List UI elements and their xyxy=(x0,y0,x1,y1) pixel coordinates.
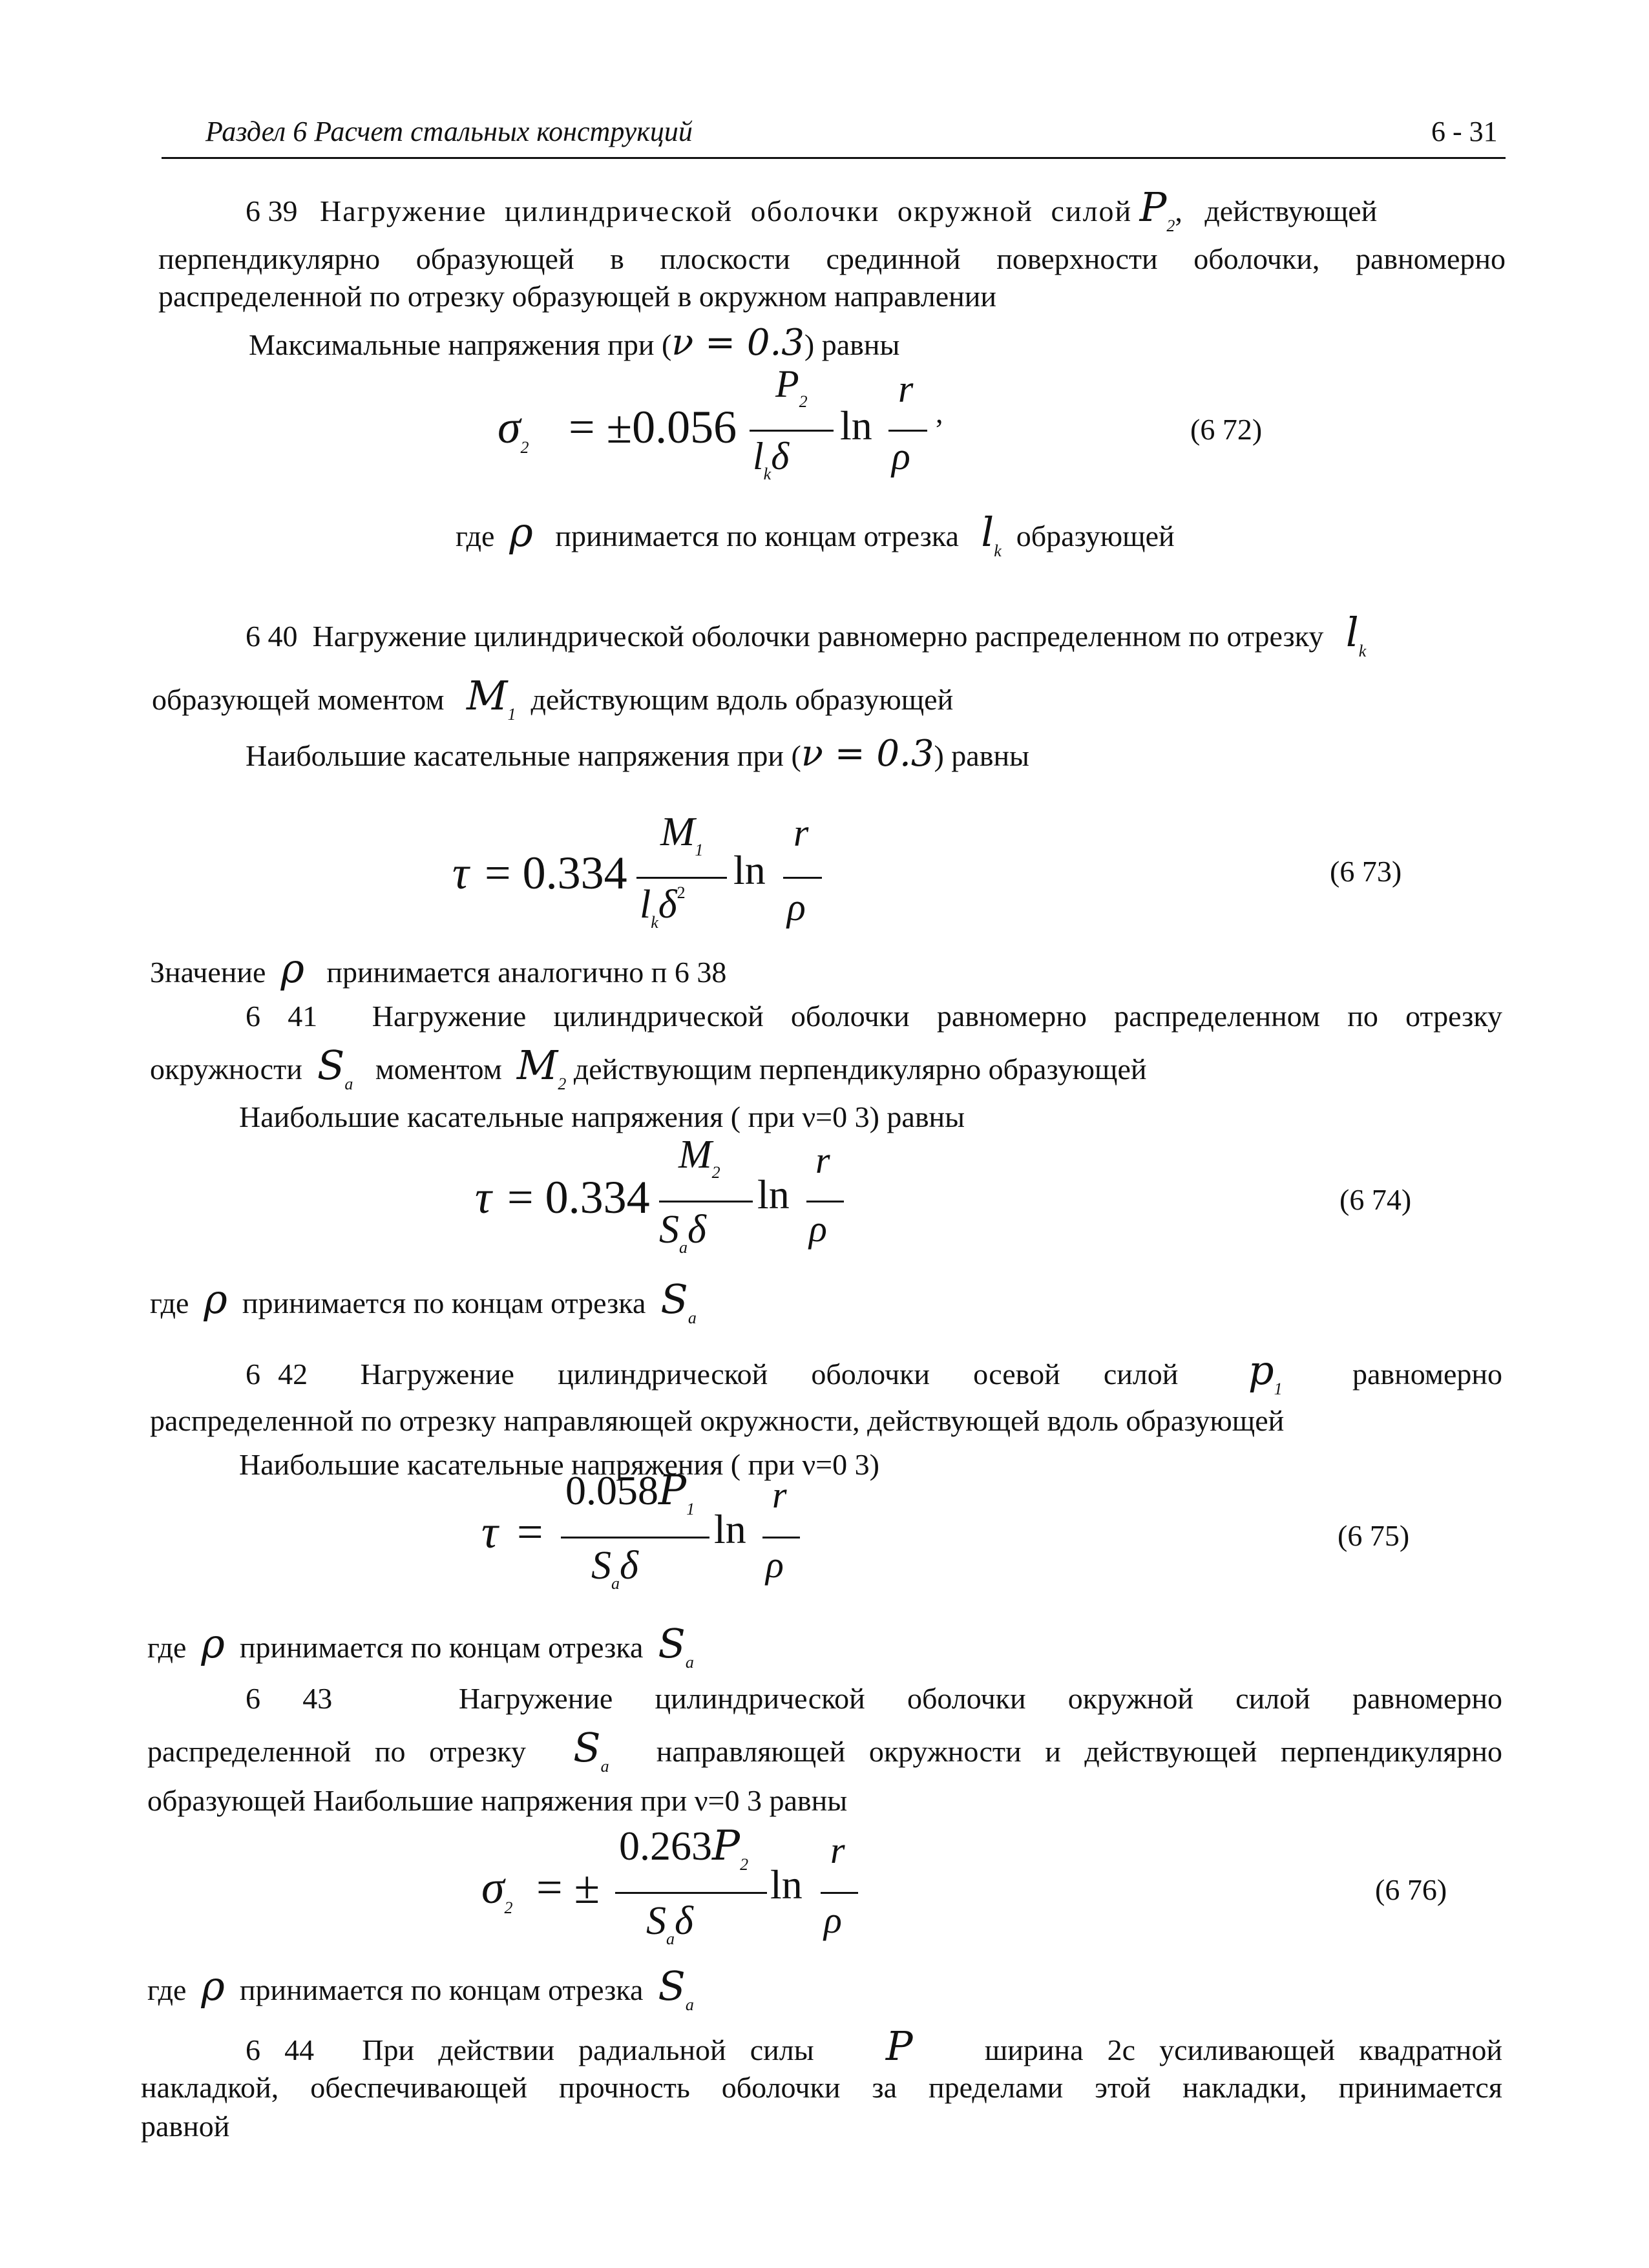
symbol-l: l xyxy=(1345,609,1359,656)
tau-symbol: τ xyxy=(452,847,469,899)
symbol-delta: δ xyxy=(688,1208,706,1252)
coefficient: = 0.334 xyxy=(507,1171,650,1223)
denominator xyxy=(659,1207,706,1257)
text-line: действующим вдоль образующей xyxy=(530,683,954,716)
text-line: окружности xyxy=(150,1053,302,1086)
subscript: 1 xyxy=(1274,1380,1283,1398)
symbol-delta: δ xyxy=(658,883,677,927)
equals: = xyxy=(517,1506,543,1558)
text-line: Нагружение цилиндрической оболочки равномерно распределенном по отрезку xyxy=(372,1000,1503,1033)
comma: , xyxy=(936,396,943,429)
item-640-note xyxy=(150,943,726,998)
symbol-M: M xyxy=(466,672,508,719)
symbol-l: l xyxy=(753,435,764,478)
subscript: k xyxy=(651,913,658,932)
symbol-S: S xyxy=(591,1544,611,1588)
where-text: принимается по концам отрезка xyxy=(239,1631,644,1664)
ln: ln xyxy=(714,1506,746,1552)
text-line: Нагружение цилиндрической оболочки окружной силой равномерно xyxy=(458,1682,1502,1715)
symbol-S: S xyxy=(658,1620,686,1667)
header-rule xyxy=(162,157,1506,159)
symbol-rho: ρ xyxy=(280,945,304,992)
item-643-where xyxy=(147,1961,694,2030)
fraction-bar xyxy=(762,1537,800,1538)
symbol-delta: δ xyxy=(620,1544,638,1588)
coefficient: = ±0.056 xyxy=(569,401,737,453)
symbol-P: P xyxy=(885,2022,913,2070)
ln: ln xyxy=(840,403,872,448)
fraction-bar xyxy=(636,877,727,879)
symbol-S: S xyxy=(646,1899,666,1943)
denominator-rho: ρ xyxy=(824,1899,842,1941)
header-page-number: 6 - 31 xyxy=(1431,116,1498,147)
subscript: 2 xyxy=(520,438,529,457)
subscript: 2 xyxy=(504,1898,513,1917)
ln: ln xyxy=(757,1171,790,1217)
number: 0.263 xyxy=(619,1823,712,1869)
text-line: действующим перпендикулярно образующей xyxy=(573,1053,1147,1086)
text-line: равномерно xyxy=(1352,1358,1503,1391)
lead-text: Наибольшие касательные напряжения при ( xyxy=(246,739,801,772)
denominator-rho: ρ xyxy=(809,1208,827,1250)
item-641-where xyxy=(150,1274,697,1343)
subscript: a xyxy=(611,1574,620,1593)
tau-symbol: τ xyxy=(481,1506,498,1558)
subscript: a xyxy=(688,1308,697,1327)
where: где xyxy=(147,1631,187,1664)
equals-pm: = ± xyxy=(536,1862,600,1913)
text-line: направляющей окружности и действующей перпендикулярно xyxy=(656,1735,1502,1768)
subscript: 2 xyxy=(1166,216,1175,235)
nu-value: ν = 0.3 xyxy=(801,733,934,775)
note-start: Значение xyxy=(150,956,266,989)
fraction-bar xyxy=(659,1201,753,1202)
symbol-delta: δ xyxy=(771,435,790,478)
where-text: принимается по концам отрезка xyxy=(555,520,959,552)
formula-number: (6 73) xyxy=(1330,855,1402,888)
coefficient: = 0.334 xyxy=(485,847,627,899)
item-number: 6 44 xyxy=(246,2033,315,2066)
fraction-bar xyxy=(821,1892,858,1894)
symbol-M: M xyxy=(660,808,695,854)
where-end: образующей xyxy=(1016,520,1175,552)
symbol-rho: ρ xyxy=(201,1620,225,1667)
denominator-rho: ρ xyxy=(766,1544,784,1586)
subscript: 1 xyxy=(695,841,704,859)
fraction-bar xyxy=(888,430,927,432)
subscript: 1 xyxy=(507,705,516,724)
symbol-S: S xyxy=(658,1962,686,2010)
numerator-r: r xyxy=(898,368,914,410)
where: где xyxy=(456,520,495,552)
where: где xyxy=(147,1973,187,2006)
symbol-l: l xyxy=(981,509,994,556)
numerator xyxy=(565,1467,695,1519)
symbol-p: p xyxy=(1248,1347,1274,1394)
numerator-r: r xyxy=(793,812,809,854)
symbol-rho: ρ xyxy=(509,509,533,556)
item-number: 6 43 xyxy=(246,1682,333,1715)
subscript: a xyxy=(600,1757,609,1776)
item-639-where xyxy=(456,507,1175,576)
symbol-M: M xyxy=(678,1133,712,1177)
denominator-rho: ρ xyxy=(892,435,910,478)
text-line: Нагружение цилиндрической оболочки осевой силой xyxy=(360,1358,1179,1391)
formula-number: (6 74) xyxy=(1339,1183,1412,1216)
item-643-line1 xyxy=(246,1674,1502,1724)
lead-end: ) равны xyxy=(934,739,1029,772)
item-643-line3: образующей Наибольшие напряжения при ν=0 3 равны xyxy=(147,1784,848,1817)
denominator xyxy=(640,882,686,932)
symbol-S: S xyxy=(660,1276,688,1323)
formula-number: (6 72) xyxy=(1190,413,1263,446)
symbol-P: P xyxy=(712,1822,740,1870)
numerator-r: r xyxy=(830,1829,845,1871)
symbol-S: S xyxy=(573,1724,601,1771)
subscript: k xyxy=(1358,642,1367,660)
symbol-rho: ρ xyxy=(204,1276,227,1323)
numerator xyxy=(619,1822,748,1874)
symbol-P: P xyxy=(658,1467,687,1515)
text-line: образующей моментом xyxy=(152,683,445,716)
symbol-rho: ρ xyxy=(201,1962,225,2010)
text-line: При действии радиальной силы xyxy=(362,2033,814,2066)
lead-end: ) равны xyxy=(804,328,900,361)
where-text: принимается по концам отрезка xyxy=(239,1973,644,2006)
fraction-bar xyxy=(561,1537,709,1538)
superscript: 2 xyxy=(677,883,686,902)
item-number: 6 41 xyxy=(246,1000,318,1033)
formula-number: (6 75) xyxy=(1338,1519,1410,1552)
text-line: Нагружение цилиндрической оболочки окружной силой xyxy=(320,194,1133,227)
fraction-bar xyxy=(806,1201,844,1202)
symbol-l: l xyxy=(640,883,651,927)
item-642-line2: распределенной по отрезку направляющей окружности, действующей вдоль образующей xyxy=(150,1404,1285,1437)
item-639-line2: перпендикулярно образующей в плоскости срединной поверхности оболочки, равномерно xyxy=(158,242,1506,275)
item-639-line3: распределенной по отрезку образующей в окружном направлении xyxy=(158,280,996,313)
item-number: 6 42 xyxy=(246,1358,308,1391)
text-line: Нагружение цилиндрической оболочки равномерно распределенном по отрезку xyxy=(312,620,1324,653)
subscript: k xyxy=(763,465,772,483)
text-line: ширина 2c усиливающей квадратной xyxy=(984,2033,1503,2066)
item-644-line3: равной xyxy=(141,2110,230,2143)
subscript: 2 xyxy=(711,1163,720,1182)
symbol-S: S xyxy=(659,1208,679,1252)
item-641-lead: Наибольшие касательные напряжения ( при ν=0 3) равны xyxy=(239,1100,965,1133)
subscript: a xyxy=(685,1653,694,1672)
tau-symbol: τ xyxy=(475,1171,492,1223)
fraction-bar xyxy=(615,1892,767,1894)
fraction-bar xyxy=(750,430,834,432)
symbol-P: P xyxy=(1139,184,1167,231)
item-640-line1 xyxy=(246,607,1506,677)
sigma: σ xyxy=(481,1862,505,1913)
formula-number: (6 76) xyxy=(1375,1873,1447,1906)
nu-value: ν = 0.3 xyxy=(671,322,804,364)
subscript: 2 xyxy=(558,1075,567,1093)
subscript: 2 xyxy=(799,392,808,411)
sigma-symbol: σ xyxy=(498,401,521,453)
text-line: моментом xyxy=(375,1053,502,1086)
denominator xyxy=(591,1543,638,1593)
fraction-bar xyxy=(783,877,822,879)
ln: ln xyxy=(770,1862,803,1907)
numerator-r: r xyxy=(815,1139,830,1181)
numerator xyxy=(678,1132,720,1182)
item-639-line1: 6 39 Нагружение цилиндрической оболочки окружной силой $P_2$, действующей xyxy=(246,184,1378,235)
number: 0.058 xyxy=(565,1467,658,1513)
subscript: 1 xyxy=(686,1500,695,1518)
subscript: a xyxy=(344,1075,353,1093)
item-640-lead xyxy=(246,729,1029,781)
item-number: 6 39 xyxy=(246,194,298,227)
header-section-title: Раздел 6 Расчет стальных конструкций xyxy=(205,116,693,147)
subscript: k xyxy=(994,541,1002,560)
item-number: 6 40 xyxy=(246,620,298,653)
numerator xyxy=(775,362,808,412)
symbol-delta: δ xyxy=(675,1899,693,1943)
lead-text: Максимальные напряжения при ( xyxy=(249,328,672,361)
sigma-symbol xyxy=(481,1861,513,1918)
item-642-lead: Наибольшие касательные напряжения ( при ν=0 3) xyxy=(239,1448,879,1481)
denominator xyxy=(646,1898,693,1949)
numerator-r: r xyxy=(772,1474,787,1516)
item-641-line1 xyxy=(246,991,1502,1042)
symbol-M: M xyxy=(516,1042,558,1089)
where-text: принимается по концам отрезка xyxy=(242,1286,646,1319)
ln: ln xyxy=(733,847,766,893)
where: где xyxy=(150,1286,189,1319)
subscript: a xyxy=(666,1929,675,1948)
subscript: a xyxy=(679,1238,688,1257)
subscript: 2 xyxy=(740,1855,749,1874)
denominator-rho: ρ xyxy=(787,886,806,929)
text-line: распределенной по отрезку xyxy=(147,1735,526,1768)
item-644-line2: накладкой, обеспечивающей прочность оболочки за пределами этой накладки, принимается xyxy=(141,2071,1502,2104)
note-end: принимается аналогично п 6 38 xyxy=(326,956,727,989)
symbol-S: S xyxy=(317,1042,345,1089)
numerator xyxy=(660,808,703,860)
text-line: действующей xyxy=(1204,194,1378,227)
denominator xyxy=(753,434,789,484)
symbol-P: P xyxy=(775,362,799,405)
subscript: a xyxy=(685,1995,694,2014)
